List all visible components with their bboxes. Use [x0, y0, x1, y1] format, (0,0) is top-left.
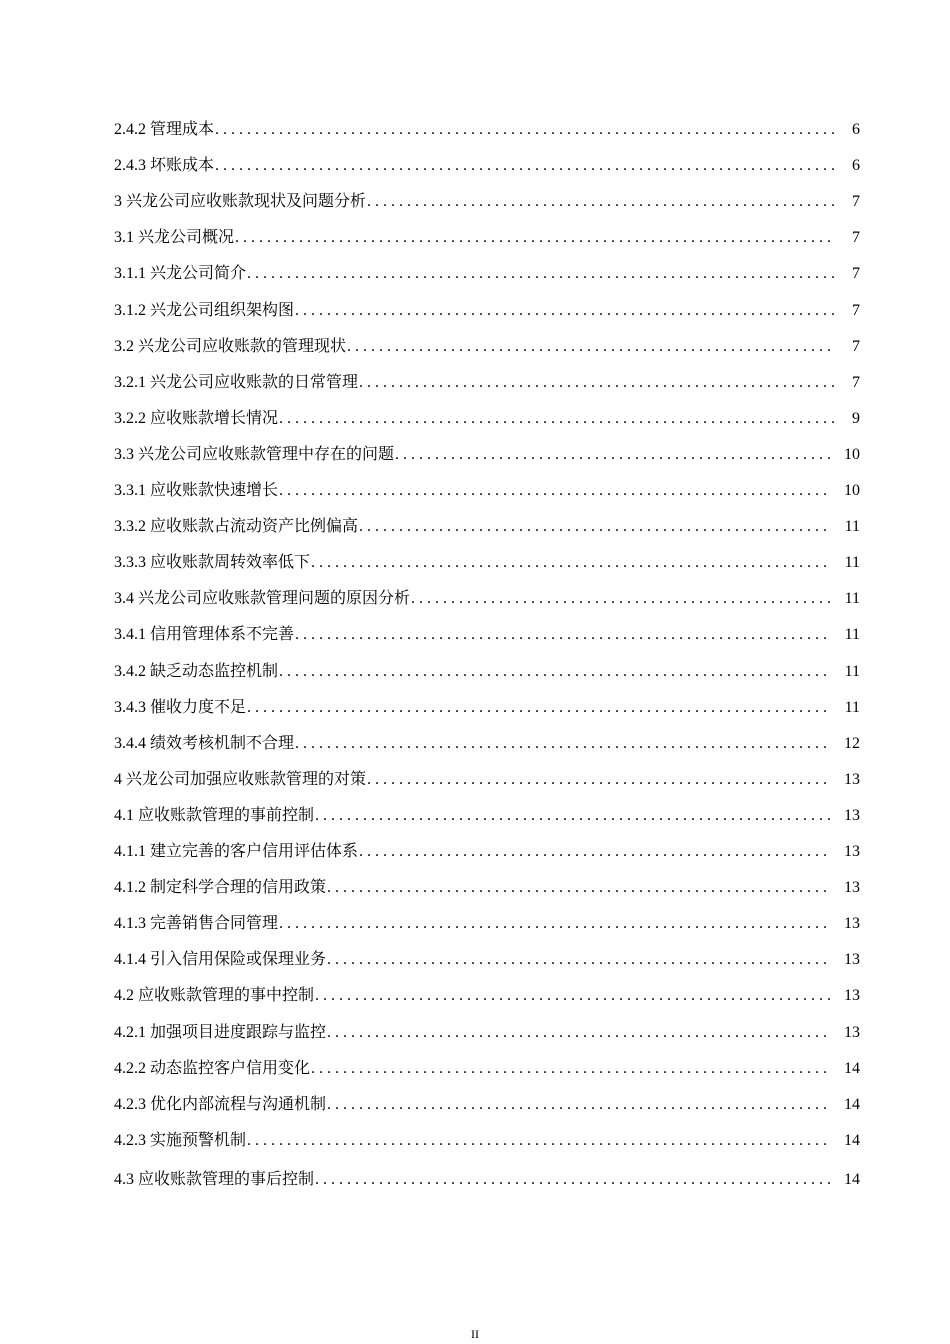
toc-entry[interactable] [114, 190, 860, 214]
toc-entry-page: 11 [844, 698, 860, 716]
toc-entry[interactable] [114, 768, 860, 792]
toc-dot-leader [247, 262, 836, 286]
toc-entry-title: 3.3.3 应收账款周转效率低下 [114, 554, 311, 572]
toc-entry[interactable] [114, 696, 860, 720]
toc-entry[interactable] [114, 299, 860, 323]
toc-entry[interactable] [114, 876, 860, 900]
toc-entry-page: 13 [844, 987, 860, 1005]
toc-entry-title: 3.4.4 绩效考核机制不合理 [114, 734, 295, 752]
toc-entry-title: 4.1.2 制定科学合理的信用政策 [114, 879, 327, 897]
toc-entry-title: 4.1.4 引入信用保险或保理业务 [114, 951, 327, 969]
toc-entry-title: 4.2.2 动态监控客户信用变化 [114, 1059, 311, 1077]
toc-entry-title: 4.2.1 加强项目进度跟踪与监控 [114, 1023, 327, 1041]
toc-entry-page: 11 [844, 554, 860, 572]
toc-entry[interactable] [114, 443, 860, 467]
toc-entry-title: 3.3.2 应收账款占流动资产比例偏高 [114, 518, 359, 536]
toc-dot-leader [359, 840, 830, 864]
toc-entry-title: 3.1 兴龙公司概况 [114, 229, 235, 247]
toc-entry-title: 4.2 应收账款管理的事中控制 [114, 987, 315, 1005]
toc-entry-page: 11 [844, 626, 860, 644]
toc-entry-page: 14 [844, 1170, 860, 1188]
toc-entry[interactable] [114, 1057, 860, 1081]
toc-dot-leader [347, 335, 836, 359]
toc-entry[interactable] [114, 479, 860, 503]
toc-entry-title: 3.3.1 应收账款快速增长 [114, 482, 279, 499]
toc-dot-leader [367, 190, 836, 214]
toc-entry[interactable] [114, 804, 860, 828]
toc-dot-leader [315, 1168, 830, 1192]
toc-entry-title: 3.1.1 兴龙公司简介 [114, 265, 247, 283]
toc-entry-title: 3.1.2 兴龙公司组织架构图 [114, 301, 295, 319]
toc-entry-page: 13 [844, 951, 860, 969]
toc-entry-title: 3 兴龙公司应收账款现状及问题分析 [114, 193, 367, 211]
toc-entry-page: 13 [844, 1023, 860, 1041]
toc-entry-page: 7 [852, 301, 860, 319]
toc-dot-leader [279, 407, 836, 431]
toc-dot-leader [359, 515, 831, 539]
toc-entry-page: 10 [844, 445, 860, 463]
toc-entry-title: 4.1.1 建立完善的客户信用评估体系 [114, 843, 359, 860]
toc-entry-title: 2.4.2 管理成本 [114, 121, 215, 138]
toc-entry-title: 4 兴龙公司加强应收账款管理的对策 [114, 770, 367, 788]
toc-dot-leader [311, 1057, 830, 1081]
toc-dot-leader [327, 948, 830, 972]
toc-entry-title: 4.3 应收账款管理的事后控制 [114, 1170, 315, 1188]
toc-entry-title: 3.4 兴龙公司应收账款管理问题的原因分析 [114, 590, 411, 608]
toc-entry-title: 3.3 兴龙公司应收账款管理中存在的问题 [114, 445, 395, 463]
toc-entry[interactable] [114, 1129, 860, 1153]
toc-entry[interactable] [114, 912, 860, 936]
toc-entry[interactable] [114, 154, 860, 178]
toc-entry-page: 11 [844, 662, 860, 680]
toc-dot-leader [247, 696, 831, 720]
toc-entry[interactable] [114, 1021, 860, 1045]
toc-entry-page: 7 [852, 193, 860, 211]
toc-dot-leader [327, 1093, 830, 1117]
toc-entry-page: 7 [852, 229, 860, 247]
toc-entry[interactable] [114, 226, 860, 250]
toc-entry-page: 13 [844, 915, 860, 933]
toc-entry-page: 11 [844, 518, 860, 536]
toc-entry[interactable] [114, 623, 860, 647]
toc-dot-leader [411, 587, 831, 611]
toc-entry-page: 7 [852, 337, 860, 355]
toc-entry-page: 13 [844, 806, 860, 824]
toc-entry-title: 3.2.2 应收账款增长情况 [114, 409, 279, 427]
toc-entry-page: 13 [844, 843, 860, 860]
toc-dot-leader [359, 371, 836, 395]
toc-dot-leader [279, 912, 830, 936]
toc-entry[interactable] [114, 732, 860, 756]
toc-dot-leader [327, 1021, 830, 1045]
toc-entry-page: 7 [852, 373, 860, 391]
toc-dot-leader [311, 551, 831, 575]
toc-entry[interactable] [114, 262, 860, 286]
toc-entry[interactable] [114, 371, 860, 395]
toc-entry-page: 14 [844, 1095, 860, 1113]
toc-dot-leader [247, 1129, 830, 1153]
toc-entry-page: 10 [844, 482, 860, 499]
toc-entry[interactable] [114, 551, 860, 575]
toc-entry[interactable] [114, 1168, 860, 1192]
toc-entry-page: 14 [844, 1131, 860, 1149]
toc-entry[interactable] [114, 660, 860, 684]
toc-dot-leader [327, 876, 830, 900]
toc-dot-leader [215, 118, 836, 142]
toc-entry-title: 4.1.3 完善销售合同管理 [114, 915, 279, 933]
toc-entry[interactable] [114, 407, 860, 431]
toc-dot-leader [395, 443, 830, 467]
toc-entry-title: 3.2 兴龙公司应收账款的管理现状 [114, 337, 347, 355]
toc-entry-page: 12 [844, 734, 860, 752]
toc-entry-title: 3.4.3 催收力度不足 [114, 698, 247, 716]
toc-entry-page: 11 [844, 590, 860, 608]
toc-entry[interactable] [114, 840, 860, 864]
toc-entry[interactable] [114, 984, 860, 1008]
toc-dot-leader [215, 154, 836, 178]
toc-entry-title: 3.4.2 缺乏动态监控机制 [114, 662, 279, 680]
toc-dot-leader [367, 768, 830, 792]
toc-dot-leader [279, 660, 831, 684]
toc-entry[interactable] [114, 515, 860, 539]
toc-entry-page: 14 [844, 1059, 860, 1077]
toc-dot-leader [295, 299, 836, 323]
toc-entry[interactable] [114, 335, 860, 359]
toc-entry-title: 4.2.3 实施预警机制 [114, 1131, 247, 1149]
toc-entry[interactable] [114, 948, 860, 972]
toc-dot-leader [279, 479, 830, 503]
toc-entry-page: 6 [852, 157, 860, 175]
toc-entry-page: 13 [844, 879, 860, 897]
toc-entry[interactable] [114, 1093, 860, 1117]
toc-dot-leader [315, 804, 830, 828]
toc-entry-title: 4.2.3 优化内部流程与沟通机制 [114, 1095, 327, 1113]
toc-entry-page: 9 [852, 409, 860, 427]
toc-entry[interactable] [114, 118, 860, 142]
toc-dot-leader [315, 984, 830, 1008]
toc-entry-title: 2.4.3 坏账成本 [114, 157, 215, 175]
page-number-footer: II [471, 1327, 479, 1341]
toc-entry-title: 3.4.1 信用管理体系不完善 [114, 626, 295, 644]
toc-entry[interactable] [114, 587, 860, 611]
toc-dot-leader [295, 732, 830, 756]
toc-entry-page: 7 [852, 265, 860, 283]
toc-entry-page: 6 [852, 121, 860, 138]
toc-dot-leader [235, 226, 836, 250]
toc-entry-title: 3.2.1 兴龙公司应收账款的日常管理 [114, 373, 359, 391]
toc-entry-page: 13 [844, 770, 860, 788]
toc-dot-leader [295, 623, 831, 647]
toc-entry-title: 4.1 应收账款管理的事前控制 [114, 806, 315, 824]
